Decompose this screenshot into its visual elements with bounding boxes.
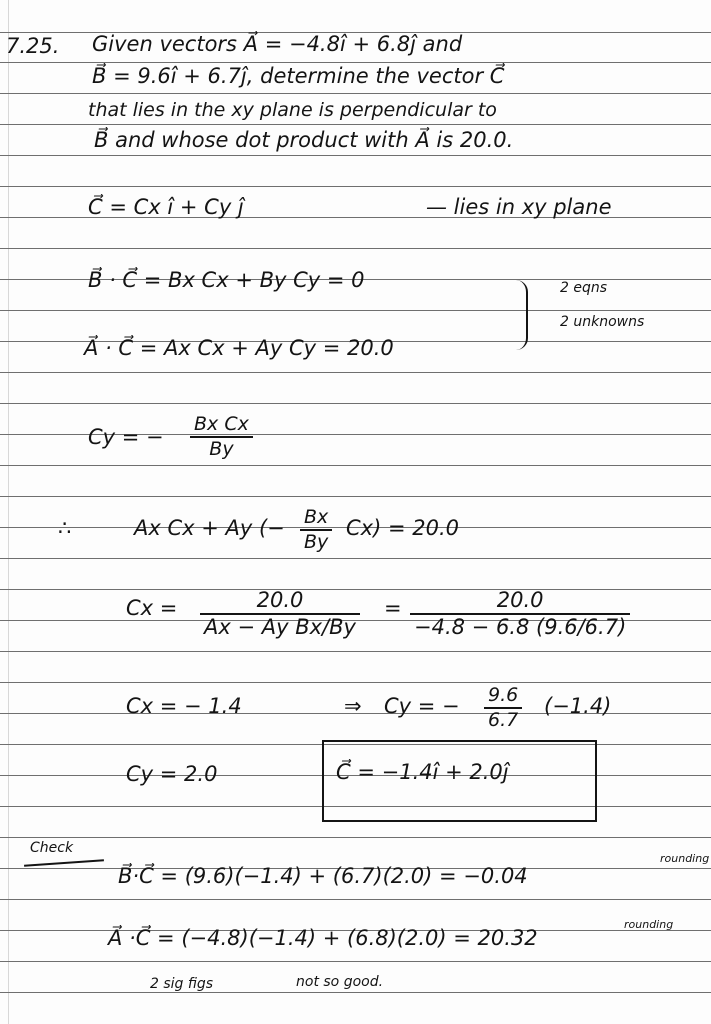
problem-line-4: B⃗ and whose dot product with A⃗ is 20.0.: [94, 128, 514, 152]
substitution-denominator: By: [304, 531, 329, 553]
check-footer-comment: not so good.: [296, 974, 384, 990]
check-note-rounding-2: rounding: [624, 918, 674, 931]
cx-denominator-numeric: −4.8 − 6.8 (9.6/6.7): [414, 615, 627, 639]
ruled-line: [0, 93, 711, 94]
ruled-line: [0, 248, 711, 249]
ruled-line: [0, 961, 711, 962]
cx-lhs: Cx =: [126, 596, 178, 620]
page-margin: [8, 0, 9, 1024]
final-answer: C⃗ = −1.4î + 2.0ĵ: [336, 760, 509, 784]
ruled-line: [0, 899, 711, 900]
therefore-symbol: ∴: [58, 516, 72, 540]
ruled-line: [0, 558, 711, 559]
ruled-line: [0, 372, 711, 373]
cy-fraction-denominator: By: [209, 438, 234, 460]
ruled-line: [0, 310, 711, 311]
dot-product-equation-a: A⃗ · C⃗ = Ax Cx + Ay Cy = 20.0: [84, 336, 394, 360]
ruled-line: [0, 465, 711, 466]
c-vector-definition: C⃗ = Cx î + Cy ĵ: [88, 195, 244, 219]
dot-product-equation-b: B⃗ · C⃗ = Bx Cx + By Cy = 0: [88, 268, 365, 292]
c-vector-note: — lies in xy plane: [426, 195, 612, 219]
brace-note-unknowns: 2 unknowns: [560, 314, 645, 330]
cx-denominator-symbolic: Ax − Ay Bx/By: [204, 615, 356, 639]
substitution-numerator: Bx: [300, 506, 332, 531]
substitution-fraction: [300, 506, 332, 553]
cy-expression-fraction: [190, 413, 253, 460]
problem-number: 7.25.: [6, 34, 60, 58]
ruled-line: [0, 155, 711, 156]
check-note-rounding-1: rounding: [660, 852, 710, 865]
cy-calc-tail: (−1.4): [544, 694, 612, 718]
ruled-line: [0, 62, 711, 63]
cx-equals: =: [384, 596, 402, 620]
cx-numerator-numeric: 20.0: [410, 588, 630, 615]
ruled-line: [0, 992, 711, 993]
cy-calc-lhs: Cy = −: [384, 694, 460, 718]
cx-value: Cx = − 1.4: [126, 694, 242, 718]
ruled-line: [0, 403, 711, 404]
check-underline: [24, 859, 104, 867]
check-line-2: A⃗ ·C⃗ = (−4.8)(−1.4) + (6.8)(2.0) = 20.32: [108, 926, 538, 950]
cx-fraction-numeric: [410, 588, 630, 639]
cy-calc-fraction: [484, 684, 522, 731]
ruled-line: [0, 124, 711, 125]
cy-calc-numerator: 9.6: [484, 684, 522, 709]
problem-line-2: B⃗ = 9.6î + 6.7ĵ, determine the vector C⃗: [92, 64, 505, 88]
implies-arrow: ⇒: [344, 694, 362, 718]
ruled-line: [0, 837, 711, 838]
brace-note-eqns: 2 eqns: [560, 280, 608, 296]
cy-fraction-numerator: Bx Cx: [190, 413, 253, 438]
check-label: Check: [30, 840, 74, 856]
ruled-line: [0, 186, 711, 187]
cx-fraction-symbolic: [200, 588, 360, 639]
ruled-line: [0, 651, 711, 652]
problem-line-3: that lies in the xy plane is perpendicular to: [88, 99, 497, 121]
equation-brace: [512, 280, 528, 350]
check-line-1: B⃗·C⃗ = (9.6)(−1.4) + (6.7)(2.0) = −0.04: [118, 864, 528, 888]
cy-value: Cy = 2.0: [126, 762, 218, 786]
cx-numerator-symbolic: 20.0: [200, 588, 360, 615]
substitution-left: Ax Cx + Ay (−: [134, 516, 285, 540]
ruled-line: [0, 682, 711, 683]
check-footer-sig-figs: 2 sig figs: [150, 976, 214, 992]
problem-line-1: Given vectors A⃗ = −4.8î + 6.8ĵ and: [92, 32, 463, 56]
substitution-right: Cx) = 20.0: [346, 516, 459, 540]
cy-expression-lhs: Cy = −: [88, 425, 164, 449]
ruled-line: [0, 496, 711, 497]
cy-calc-denominator: 6.7: [488, 709, 519, 731]
